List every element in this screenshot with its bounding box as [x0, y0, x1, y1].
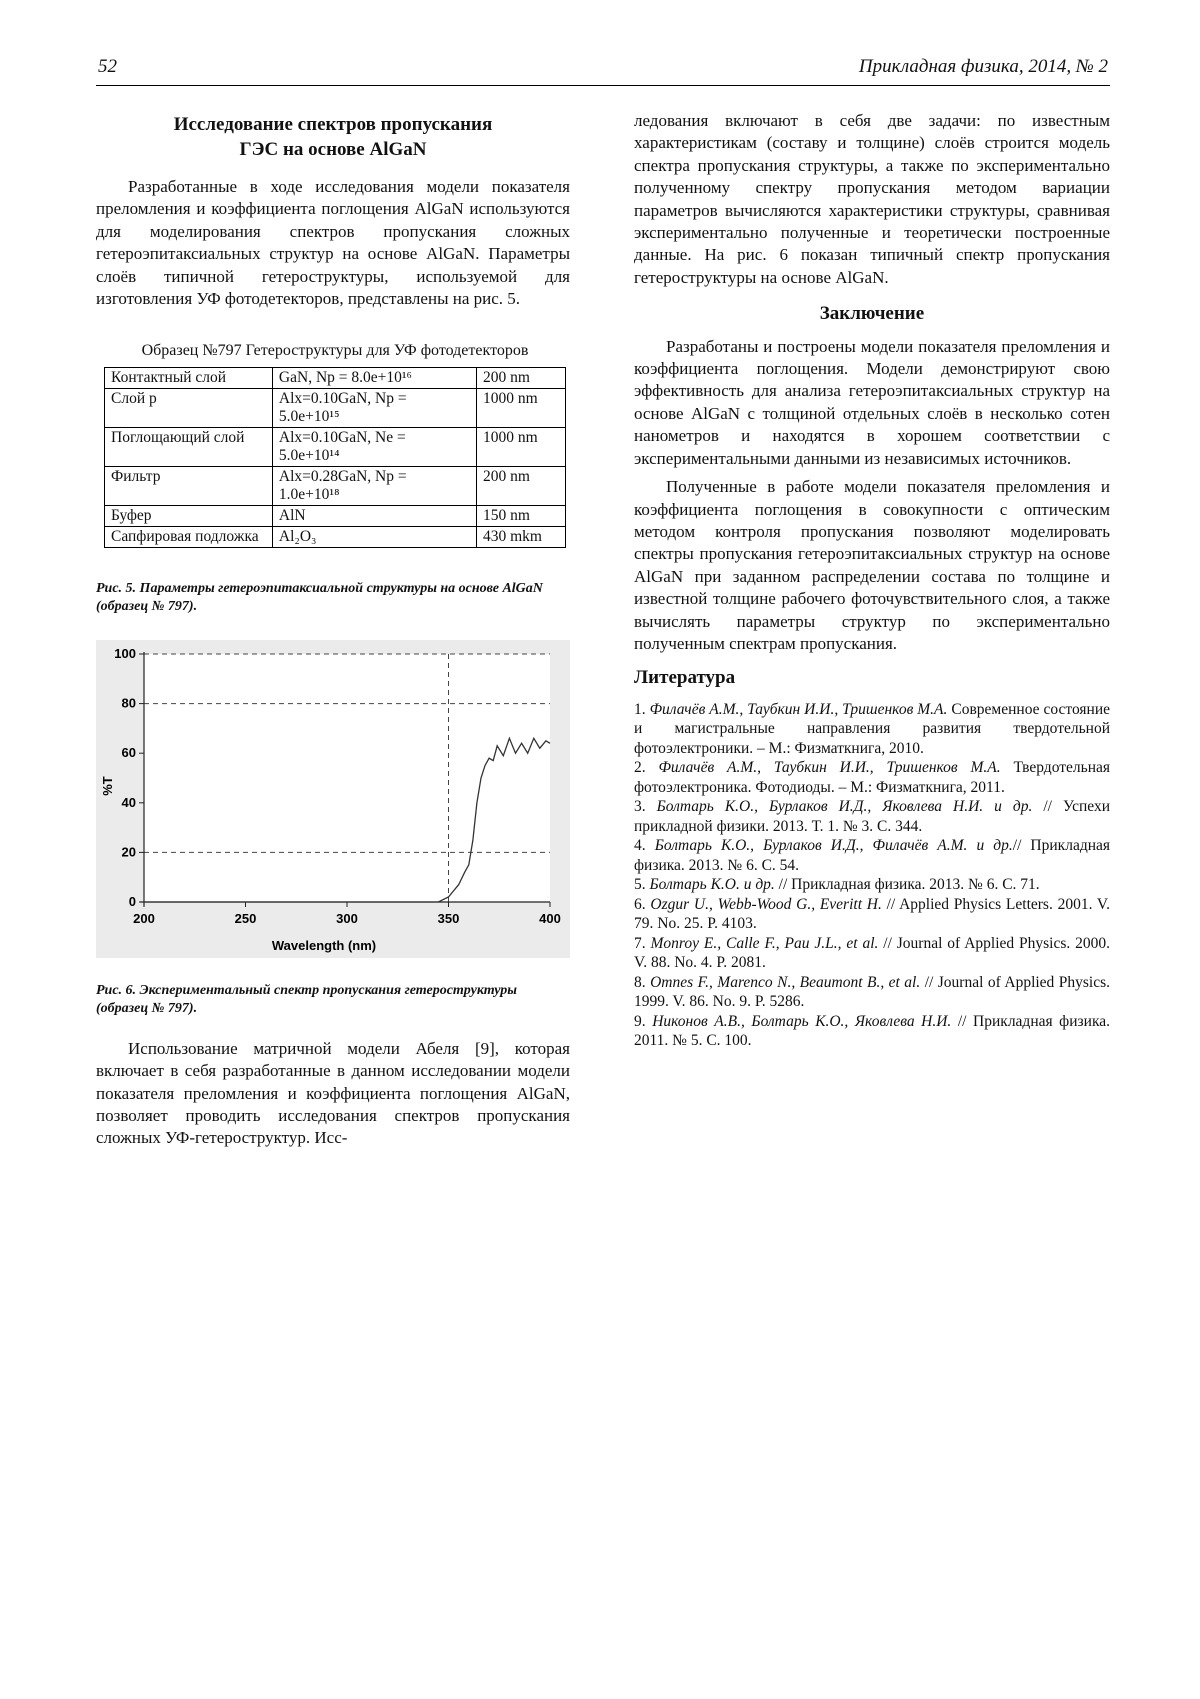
x-tick-label: 350: [437, 910, 460, 926]
table-cell-layer: Буфер: [105, 505, 273, 526]
reference-number: 7.: [634, 934, 646, 952]
y-tick-label: 80: [121, 695, 136, 711]
y-tick-label: 60: [121, 745, 136, 761]
reference-item: [634, 700, 1110, 759]
references-list: [634, 700, 1110, 1051]
reference-number: 4.: [634, 837, 646, 855]
left-paragraph-2: Использование матричной модели Абеля [9], которая включает в себя разработанные в данном исследовании модели показателя преломления и коэффициента поглощения AlGaN, позволяет проводить исследования спектров пропускания сложных УФ-гетероструктур. Исс-: [96, 1038, 570, 1148]
table-cell-layer: Слой p: [105, 388, 273, 427]
table-cell-formula: GaN, Np = 8.0e+10¹⁶: [272, 367, 476, 388]
y-tick-label: 20: [121, 844, 136, 860]
table-row: [105, 367, 566, 388]
table-row: [105, 427, 566, 466]
reference-item: [634, 836, 1110, 875]
reference-item: [634, 973, 1110, 1012]
figure6-caption: Рис. 6. Экспериментальный спектр пропускания гетероструктуры (образец № 797).: [96, 982, 518, 1016]
layer-table: [104, 367, 566, 548]
reference-number: 6.: [634, 895, 646, 913]
table-cell-thickness: 430 mkm: [476, 526, 565, 547]
table-row: [105, 388, 566, 427]
x-axis-label: Wavelength (nm): [271, 937, 377, 953]
reference-authors: Monroy E., Calle F., Pau J.L., et al.: [650, 934, 879, 952]
reference-number: 9.: [634, 1012, 646, 1030]
reference-details: // Прикладная физика. 2013. № 6. С. 71.: [774, 876, 1040, 894]
reference-details: Твердотельная фотоэлектроника. Фотодиоды. – М.: Физматкнига, 2011.: [634, 759, 1111, 796]
right-column: [634, 110, 1110, 1051]
table-cell-layer: Фильтр: [105, 466, 273, 505]
reference-details: // Journal of Applied Physics. 2000. V. 88. No. 4. P. 2081.: [634, 934, 1111, 972]
y-tick-label: 0: [128, 893, 136, 909]
reference-authors: Ozgur U., Webb-Wood G., Everitt H.: [650, 895, 882, 913]
reference-details: Современное состояние и магистральные направления развития твердотельной фотоэлектроники. – М.: Физматкнига, 2010.: [634, 700, 1110, 757]
reference-details: // Journal of Applied Physics. 1999. V. 86. No. 9. P. 5286.: [634, 973, 1111, 1011]
reference-authors: Филачёв А.М., Таубкин И.И., Тришенков М.А.: [658, 759, 1001, 777]
table-cell-layer: Поглощающий слой: [105, 427, 273, 466]
table-cell-thickness: 1000 nm: [476, 427, 565, 466]
table-cell-formula: AlN: [272, 505, 476, 526]
x-tick-label: 200: [133, 910, 155, 926]
table-cell-thickness: 1000 nm: [476, 388, 565, 427]
reference-number: 5.: [634, 876, 646, 894]
reference-number: 2.: [634, 759, 646, 777]
x-tick-label: 400: [539, 910, 561, 926]
reference-item: [634, 1012, 1110, 1051]
y-axis-label: %T: [100, 776, 115, 796]
conclusion-title: Заключение: [819, 303, 925, 325]
reference-item: [634, 895, 1110, 934]
reference-item: [634, 934, 1110, 973]
figure5-caption: Рис. 5. Параметры гетероэпитаксиальной структуры на основе AlGaN (образец № 797).: [96, 580, 543, 614]
page-number: 52: [98, 56, 117, 77]
reference-item: [634, 758, 1110, 797]
conclusion-paragraph-2: Полученные в работе модели показателя преломления и коэффициента поглощения в совокупности с оптическим методом контроля пропускания позволяют моделировать спектры пропускания гетероэпитаксиальных структур на основе AlGaN при заданном распределении состава по толщине и известной толщине рабочего фоточувствительного слоя, а также вычислять параметры структур по экспериментально полученным спектрам пропускания.: [634, 477, 1110, 653]
table-cell-formula: Alx=0.10GaN, Ne = 5.0e+10¹⁴: [272, 427, 476, 466]
section-title: [96, 112, 570, 162]
references-title: Литература: [634, 667, 736, 689]
section-paragraph: Разработанные в ходе исследования модели показателя преломления и коэффициента поглощения AlGaN используются для моделирования спектров пропускания сложных гетероэпитаксиальных структур на основе AlGaN. Параметры слоёв типичной гетероструктуры, используемой для изготовления УФ фотодетекторов, представлены на рис. 5.: [96, 177, 570, 309]
reference-authors: Omnes F., Marenco N., Beaumont B., et al.: [650, 973, 921, 991]
right-paragraph-1: ледования включают в себя две задачи: по известным характеристикам (составу и толщине) слоёв строится модель спектра пропускания структуры, а также по экспериментально полученному спектру пропускания методом вариации параметров вычисляются характеристики структуры, сравнивая экспериментально полученные и теоретически построенные данные. На рис. 6 показан типичный спектр пропускания гетероструктуры на основе AlGaN.: [634, 111, 1110, 287]
left-column: [96, 112, 570, 1150]
table-cell-thickness: 150 nm: [476, 505, 565, 526]
plot-area: [144, 654, 550, 902]
section-title-line1: Исследование спектров пропускания: [173, 114, 493, 135]
table-title: Образец №797 Гетероструктуры для УФ фотодетекторов: [141, 342, 529, 360]
reference-details: // Успехи прикладной физики. 2013. Т. 1. № 3. С. 344.: [634, 798, 1111, 835]
section-title-line2: ГЭС на основе AlGaN: [239, 139, 427, 160]
table-row: [105, 505, 566, 526]
reference-item: [634, 875, 1110, 895]
table-cell-formula: Alx=0.10GaN, Np = 5.0e+10¹⁵: [272, 388, 476, 427]
reference-authors: Болтарь К.О. и др.: [649, 876, 775, 894]
header-rule: [96, 85, 1110, 86]
table-row: [105, 466, 566, 505]
table-cell-formula: Al₂O₃: [272, 526, 476, 547]
table-cell-layer: Контактный слой: [105, 367, 273, 388]
table-cell-formula: Alx=0.28GaN, Np = 1.0e+10¹⁸: [272, 466, 476, 505]
y-tick-label: 100: [114, 645, 136, 661]
reference-details: // Прикладная физика. 2011. № 5. С. 100.: [634, 1012, 1110, 1050]
reference-number: 8.: [634, 973, 646, 991]
reference-number: 1.: [634, 700, 646, 718]
x-tick-label: 300: [336, 910, 358, 926]
table-row: [105, 526, 566, 547]
reference-details: // Прикладная физика. 2013. № 6. С. 54.: [634, 837, 1111, 874]
conclusion-paragraph-1: Разработаны и построены модели показателя преломления и коэффициента поглощения. Модели демонстрируют свою эффективность для анализа гетероэпитаксиальных структур на основе AlGaN с толщиной отдельных слоёв в несколько сотен нанометров и находятся в хорошем соответствии с экспериментальными данными из независимых источников.: [634, 336, 1110, 468]
table-cell-thickness: 200 nm: [476, 466, 565, 505]
reference-authors: Болтарь К.О., Бурлаков И.Д., Филачёв А.М. и др.: [654, 837, 1013, 855]
reference-item: [634, 797, 1110, 836]
transmission-chart: [96, 640, 570, 958]
x-tick-label: 250: [234, 910, 257, 926]
table-cell-layer: Сапфировая подложка: [105, 526, 273, 547]
table-cell-thickness: 200 nm: [476, 367, 565, 388]
reference-authors: Болтарь К.О., Бурлаков И.Д., Яковлева Н.И. и др.: [656, 798, 1033, 816]
reference-number: 3.: [634, 798, 646, 816]
reference-details: // Applied Physics Letters. 2001. V. 79. No. 25. P. 4103.: [634, 895, 1110, 933]
reference-authors: Никонов А.В., Болтарь К.О., Яковлева Н.И.: [652, 1012, 952, 1030]
y-tick-label: 40: [121, 794, 136, 810]
journal-title: Прикладная физика, 2014, № 2: [858, 56, 1108, 77]
layer-table-block: [104, 340, 566, 547]
reference-authors: Филачёв А.М., Таубкин И.И., Тришенков М.А.: [649, 700, 948, 718]
